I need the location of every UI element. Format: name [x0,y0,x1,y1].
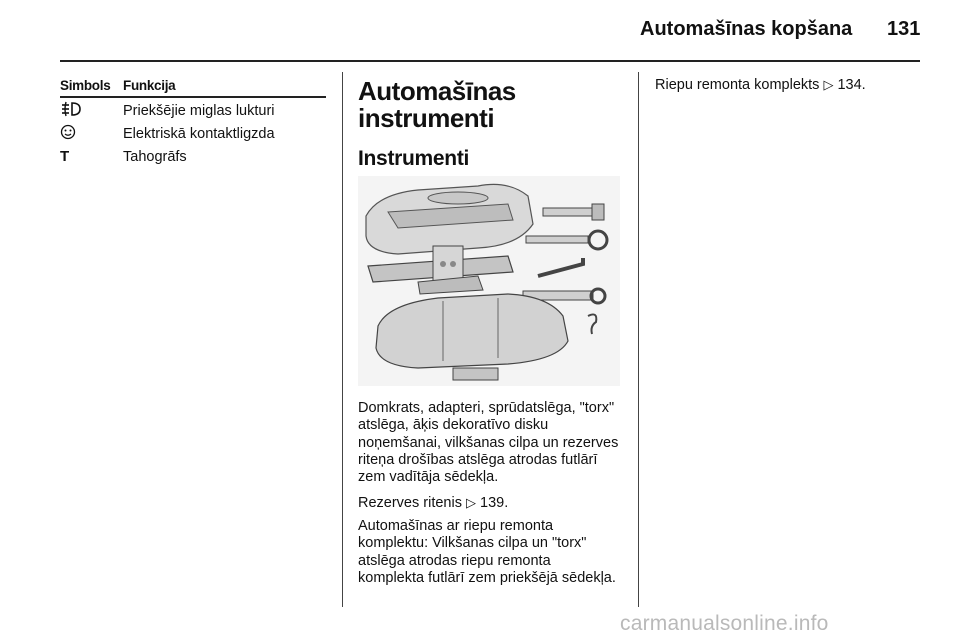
body-paragraph [358,518,620,587]
page-number: 131 [887,18,921,40]
page-header-title: Automašīnas kopšana [640,18,853,40]
function-label: Tahogrāfs [123,148,187,165]
function-label: Elektriskā kontaktligzda [123,125,275,142]
spare-wheel-paragraph [358,494,620,512]
spare-wheel-text: Rezerves ritenis [358,495,462,511]
reference-arrow-icon: ▷ [823,77,834,92]
column-divider-right [638,72,639,607]
tools-description: Domkrats, adapteri, sprūdatslēga, "torx" atslēga, āķis dekoratīvo disku noņemšanai, vilkšanas cilpa un rezerves riteņa drošības atslēga atrodas futlārī zem vadītāja sēdekļa. [358,400,619,486]
tyre-repair-kit-page-ref[interactable]: 134. [837,77,866,93]
middle-column [358,78,620,171]
power-outlet-icon [60,124,123,144]
table-row [60,146,326,167]
front-fog-lamp-icon [60,101,123,121]
body-paragraph [358,400,620,486]
vehicle-tools-illustration [358,176,620,386]
header-function: Funkcija [123,78,176,93]
tyre-repair-description: Automašīnas ar riepu remonta komplektu: Vilkšanas cilpa un "torx" atslēga atrodas riepu remonta komplekta futlārī zem priekšējā sēdekļa. [358,518,616,586]
tyre-repair-kit-text: Riepu remonta komplekts [655,77,820,93]
reference-arrow-icon: ▷ [465,495,476,510]
symbol-table [60,78,326,167]
section-subheading: Instrumenti [358,147,470,170]
section-heading: Automašīnas instrumenti [358,76,516,133]
function-label: Priekšējie miglas lukturi [123,102,275,119]
table-row [60,100,326,121]
spare-wheel-page-ref[interactable]: 139. [480,495,509,511]
watermark: carmanualsonline.info [620,612,829,635]
symbol-table-header [60,78,326,98]
header-divider [60,60,920,62]
column-divider-left [342,72,343,607]
tachograph-icon: T [60,148,70,165]
table-row [60,123,326,144]
right-column [655,76,925,94]
header-symbol: Simbols [60,78,111,93]
